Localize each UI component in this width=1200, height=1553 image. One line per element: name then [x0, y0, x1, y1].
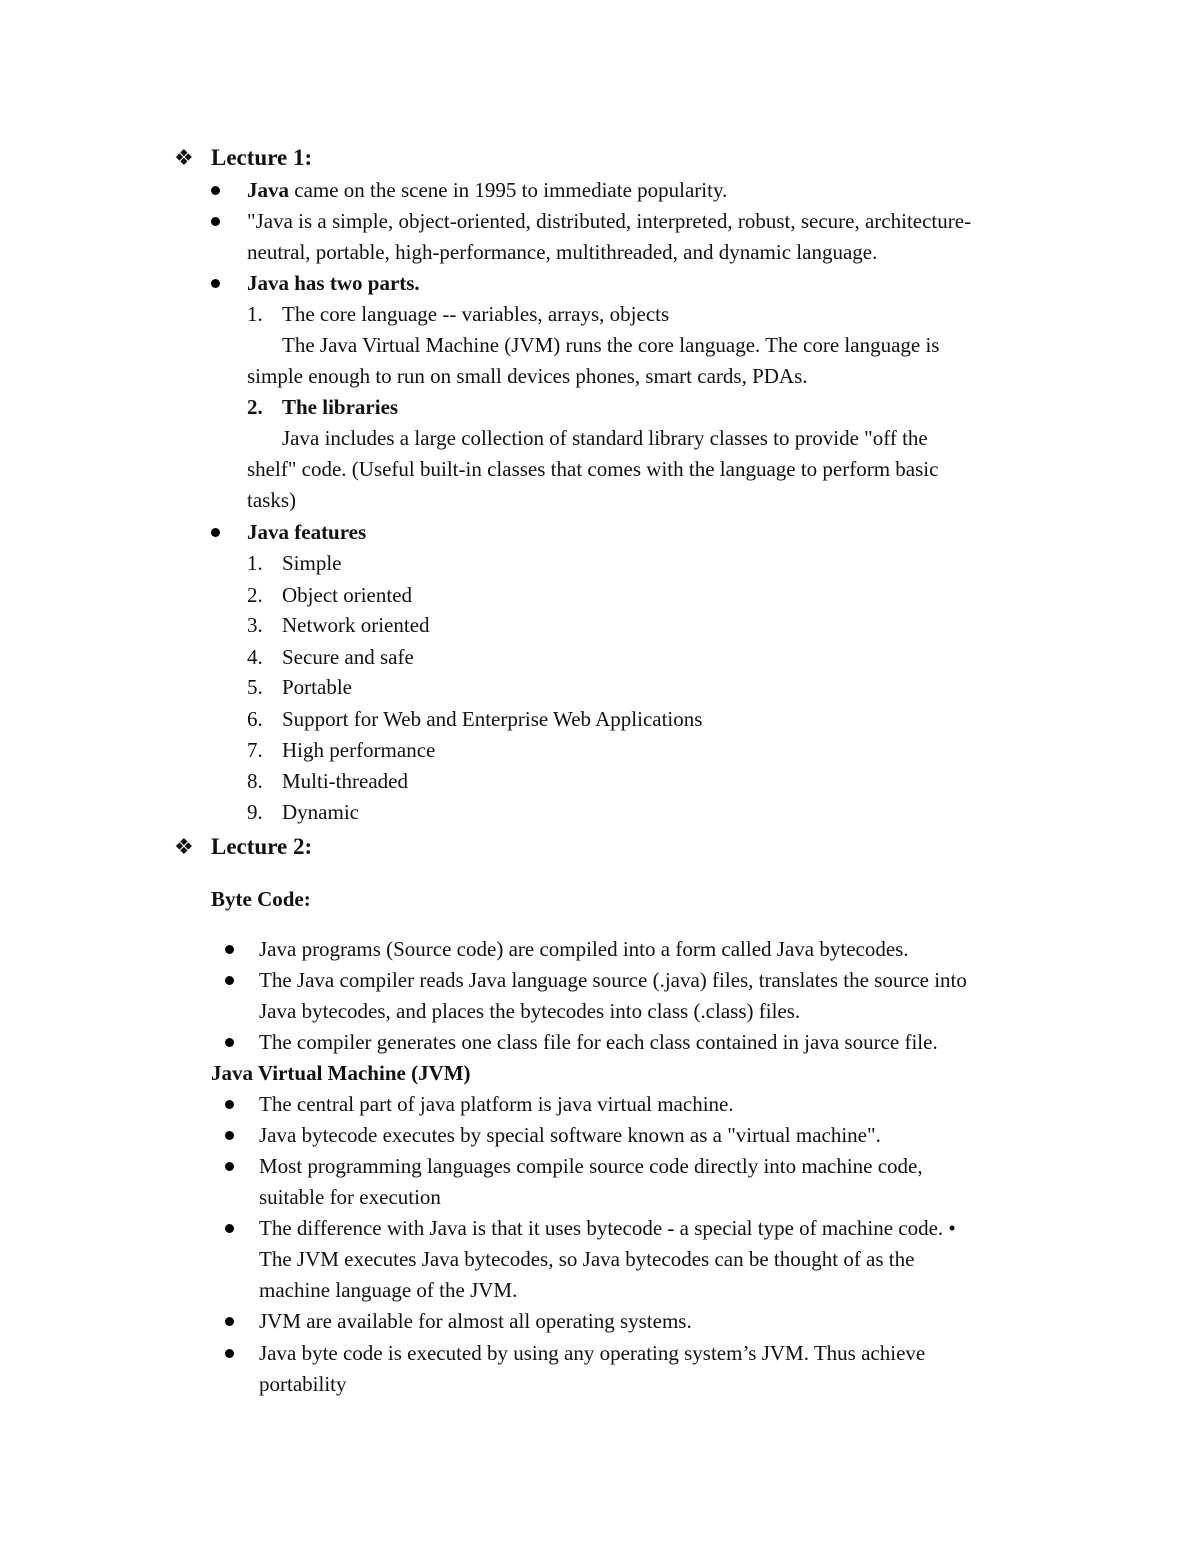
part2-title: The libraries — [282, 395, 399, 419]
part2-desc-line3: tasks) — [247, 488, 296, 512]
lecture1-bullet3: Java has two parts. — [247, 271, 420, 295]
feature-item: Support for Web and Enterprise Web Applications — [282, 707, 703, 731]
feature-item: Secure and safe — [282, 645, 414, 669]
part1-desc-line1: The Java Virtual Machine (JVM) runs the core language. The core language is — [282, 333, 940, 357]
bullet-icon — [225, 945, 234, 954]
feature-number: 2. — [247, 583, 263, 607]
feature-item: High performance — [282, 738, 436, 762]
jvm-bullet6-line2: portability — [259, 1372, 347, 1396]
bullet-icon — [225, 1038, 234, 1047]
feature-number: 8. — [247, 769, 263, 793]
diamond-bullet-icon: ❖ — [174, 834, 194, 859]
feature-number: 7. — [247, 738, 263, 762]
bullet-icon — [225, 1224, 234, 1233]
bullet-icon — [225, 1162, 234, 1171]
bytecode-bullet3: The compiler generates one class file for each class contained in java source file. — [259, 1030, 938, 1054]
feature-number: 9. — [247, 800, 263, 824]
jvm-title: Java Virtual Machine (JVM) — [211, 1061, 471, 1085]
lecture1-heading: Lecture 1: — [211, 145, 313, 170]
jvm-bullet1: The central part of java platform is java virtual machine. — [259, 1092, 734, 1116]
jvm-bullet3-line1: Most programming languages compile source code directly into machine code, — [259, 1154, 923, 1178]
part2-desc-line2: shelf" code. (Useful built-in classes that comes with the language to perform basic — [247, 457, 939, 481]
jvm-bullet5: JVM are available for almost all operating systems. — [259, 1309, 692, 1333]
lecture1-bullet2-line1: "Java is a simple, object-oriented, distributed, interpreted, robust, secure, architecture- — [247, 209, 972, 233]
part1-desc-line2: simple enough to run on small devices phones, smart cards, PDAs. — [247, 364, 808, 388]
jvm-bullet4-line2: The JVM executes Java bytecodes, so Java bytecodes can be thought of as the — [259, 1247, 915, 1271]
feature-number: 4. — [247, 645, 263, 669]
feature-item: Portable — [282, 675, 352, 699]
lecture1-bullet1: Java came on the scene in 1995 to immediate popularity. — [247, 178, 728, 202]
part2-desc-line1: Java includes a large collection of standard library classes to provide "off the — [282, 426, 928, 450]
feature-number: 3. — [247, 613, 263, 637]
feature-item: Network oriented — [282, 613, 430, 637]
bullet-icon — [211, 528, 220, 537]
feature-number: 1. — [247, 551, 263, 575]
feature-item: Dynamic — [282, 800, 359, 824]
part1-title: The core language -- variables, arrays, objects — [282, 302, 670, 326]
feature-number: 6. — [247, 707, 263, 731]
bytecode-bullet2-line2: Java bytecodes, and places the bytecodes into class (.class) files. — [259, 999, 801, 1023]
bullet-icon — [211, 186, 220, 195]
lecture2-heading: Lecture 2: — [211, 834, 313, 859]
bullet-icon — [225, 1100, 234, 1109]
jvm-bullet3-line2: suitable for execution — [259, 1185, 441, 1209]
jvm-bullet2: Java bytecode executes by special software known as a "virtual machine". — [259, 1123, 881, 1147]
bullet-icon — [225, 1349, 234, 1358]
feature-number: 5. — [247, 675, 263, 699]
bullet-icon — [225, 1131, 234, 1140]
feature-item: Object oriented — [282, 583, 413, 607]
lecture1-bullet2-line2: neutral, portable, high-performance, multithreaded, and dynamic language. — [247, 240, 878, 264]
feature-item: Multi-threaded — [282, 769, 408, 793]
bytecode-title: Byte Code: — [211, 887, 311, 911]
bullet-icon — [225, 976, 234, 985]
bullet-icon — [211, 279, 220, 288]
bullet-icon — [225, 1317, 234, 1326]
diamond-bullet-icon: ❖ — [174, 145, 194, 170]
features-title: Java features — [247, 520, 367, 544]
part1-number: 1. — [247, 302, 263, 326]
bytecode-bullet2-line1: The Java compiler reads Java language source (.java) files, translates the source into — [259, 968, 967, 992]
jvm-bullet4-line3: machine language of the JVM. — [259, 1278, 518, 1302]
part2-number: 2. — [247, 395, 263, 419]
bullet-icon — [211, 217, 220, 226]
bytecode-bullet1: Java programs (Source code) are compiled into a form called Java bytecodes. — [259, 937, 909, 961]
jvm-bullet4-line1: The difference with Java is that it uses bytecode - a special type of machine code. • — [259, 1216, 956, 1240]
jvm-bullet6-line1: Java byte code is executed by using any operating system’s JVM. Thus achieve — [259, 1341, 926, 1365]
feature-item: Simple — [282, 551, 342, 575]
